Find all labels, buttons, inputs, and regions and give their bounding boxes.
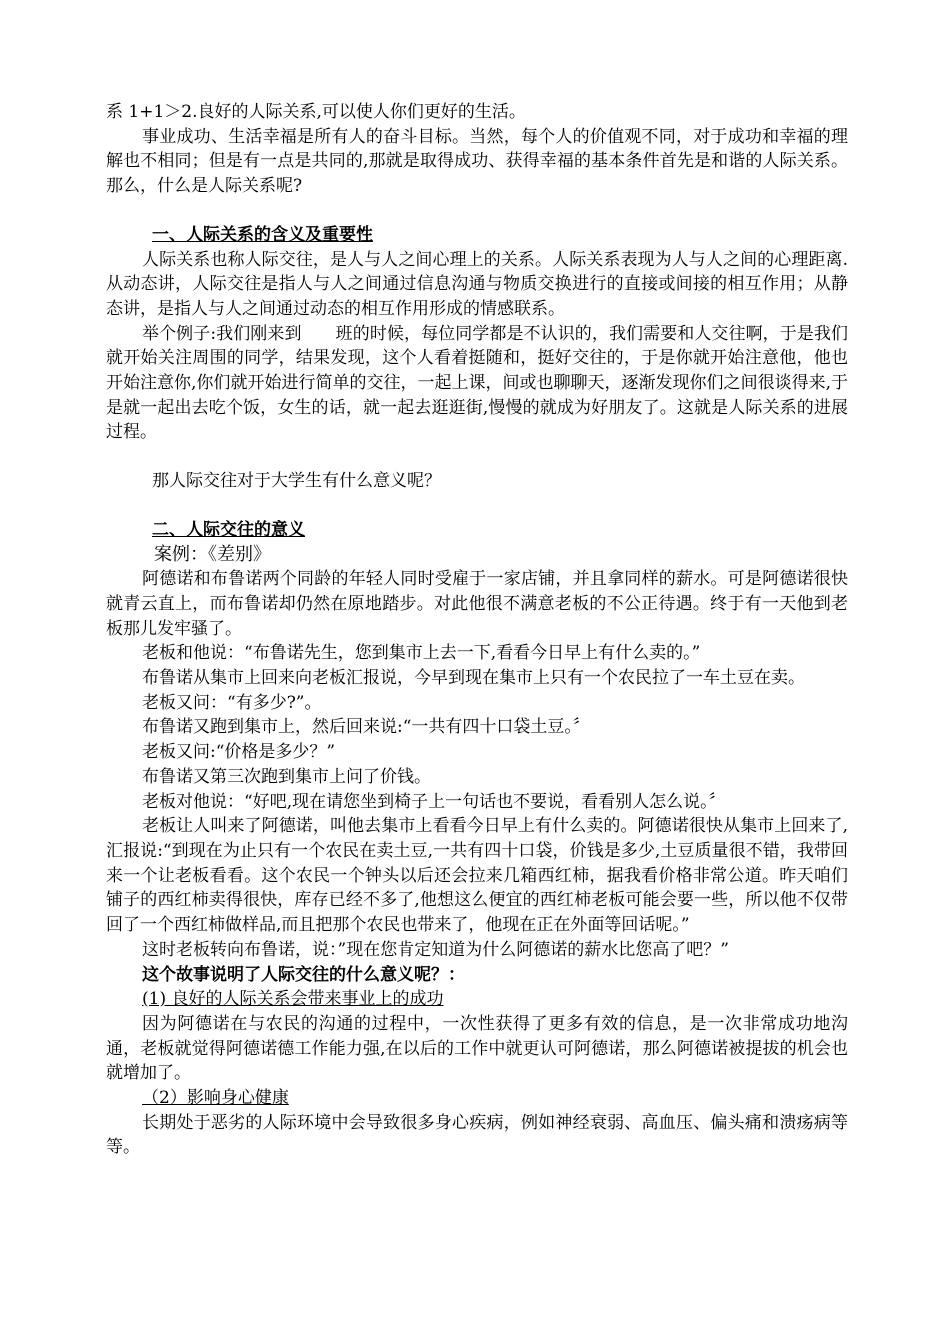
section-heading-1: 一、人际关系的含义及重要性 — [152, 224, 373, 245]
paragraph-intro-tail: 系 1+1＞2.良好的人际关系,可以使人你们更好的生活。 — [106, 102, 526, 122]
point-1-body: 因为阿德诺在与农民的沟通的过程中，一次性获得了更多有效的信息，是一次非常成功地沟通，老板就觉得阿德诺德工作能力强,在以后的工作中就更认可阿德诺，那么阿德诺被提拔的机会也就增加了。 — [106, 1013, 848, 1084]
paragraph-question: 那人际交往对于大学生有什么意义呢？ — [152, 471, 441, 492]
story-paragraph: 阿德诺和布鲁诺两个同龄的年轻人同时受雇于一家店铺，并且拿同样的薪水。可是阿德诺很快就青云直上，而布鲁诺却仍然在原地踏步。对此他很不满意老板的不公正待遇。终于有一天他到老板那儿发牢骚了。 — [106, 569, 848, 639]
story-paragraph: 老板又问:“价格是多少？” — [142, 742, 336, 763]
spacer — [106, 199, 848, 223]
spacer — [106, 494, 848, 518]
point-1-emphasis: 事业上的成功 — [341, 989, 444, 1010]
story-paragraph: 老板又问：“有多少?”。 — [142, 692, 322, 713]
point-2-body: 长期处于恶劣的人际环境中会导致很多身心疾病，例如神经衰弱、高血压、偏头痛和溃疡病等等。 — [106, 1112, 848, 1158]
story-paragraph: 这时老板转向布鲁诺，说：”现在您肯定知道为什么阿德诺的薪水比您高了吧？” — [142, 939, 729, 960]
paragraph-definition: 人际关系也称人际交往，是人与人之间心理上的关系。人际关系表现为人与人之间的心理距离.从动态讲，人际交往是指人与人之间通过信息沟通与物质交换进行的直接或间接的相互作用；从静态讲，是指人与人之间通过动态的相互作用形成的情感联系。 — [106, 249, 848, 319]
spacer — [106, 445, 848, 469]
paragraph-example: 举个例子:我们刚来到 班的时候，每位同学都是不认识的，我们需要和人交往啊，于是我们就开始关注周围的同学，结果发现，这个人看着挺随和，挺好交往的，于是你就开始注意他，他也开始注意你,你们就开始进行简单的交往，一起上课，间或也聊聊天，逐渐发现你们之间很谈得来,于是就一起出去吃个饭，女生的话，就一起去逛逛街,慢慢的就成为好朋友了。这就是人际关系的进展过程。 — [106, 323, 848, 443]
section-heading-2: 二、人际交往的意义 — [152, 519, 305, 540]
story-question: 这个故事说明了人际交往的什么意义呢？： — [142, 964, 465, 985]
story-paragraph: 布鲁诺从集市上回来向老板汇报说，今早到现在集市上只有一个农民拉了一车土豆在卖。 — [142, 668, 805, 689]
document-body — [106, 100, 848, 1160]
point-2-heading: （2）影响身心健康 — [142, 1088, 289, 1109]
story-paragraph: 老板对他说：“好吧,现在请您坐到椅子上一句话也不要说，看看别人怎么说。〞 — [142, 791, 726, 812]
point-1-heading — [106, 987, 848, 1012]
story-paragraph: 老板让人叫来了阿德诺，叫他去集市上看看今日早上有什么卖的。阿德诺很快从集市上回来了,汇报说:“到现在为止只有一个农民在卖土豆,一共有四十口袋，价钱是多少,土豆质量很不错，我带回来一个让老板看看。这个农民一个钟头以后还会拉来几箱西红柿，据我看价格非常公道。昨天咱们铺子的西红柿卖得很快，库存已经不多了,他想这么便宜的西红柿老板可能会要一些，所以他不仅带回了一个西红柿做样品,而且把那个农民也带来了，他现在正在外面等回话呢。” — [106, 816, 848, 936]
story-paragraph: 布鲁诺又跑到集市上，然后回来说:“一共有四十口袋土豆。〞 — [142, 717, 590, 738]
story-paragraph: 布鲁诺又第三次跑到集市上问了价钱。 — [142, 766, 431, 787]
paragraph-intro: 事业成功、生活幸福是所有人的奋斗目标。当然，每个人的价值观不同，对于成功和幸福的理解也不相同；但是有一点是共同的,那就是取得成功、获得幸福的基本条件首先是和谐的人际关系。那么，什么是人际关系呢? — [106, 126, 848, 197]
story-paragraph: 老板和他说：“布鲁诺先生，您到集市上去一下,看看今日早上有什么卖的。” — [142, 643, 701, 664]
case-title: 案例：《差别》 — [154, 543, 271, 565]
point-1-prefix: (1) 良好的人际关系会带来 — [142, 989, 342, 1010]
